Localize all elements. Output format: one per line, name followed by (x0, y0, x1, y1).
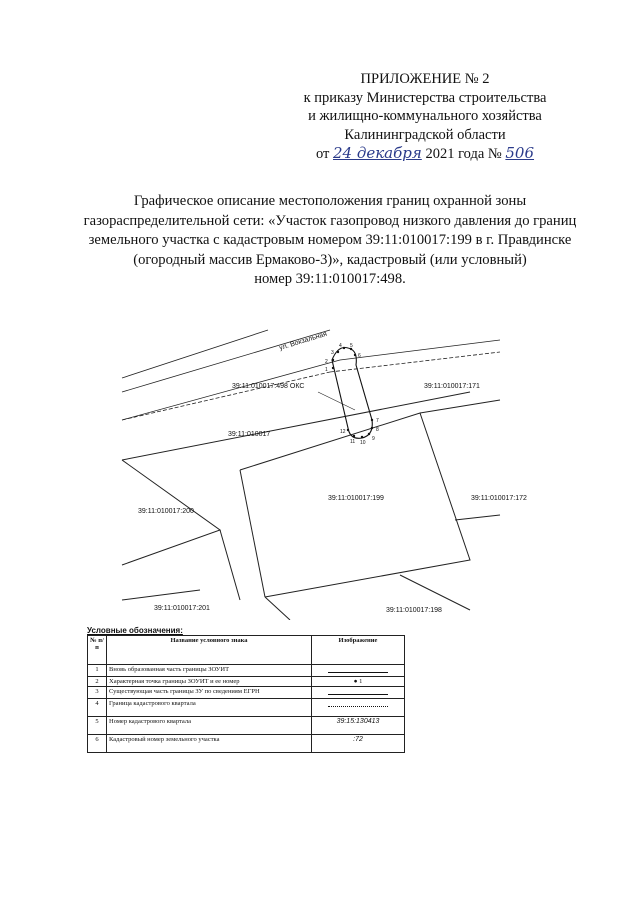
row-num: 4 (88, 699, 107, 717)
zone-point (361, 436, 363, 438)
row-num: 3 (88, 687, 107, 699)
street-lines (122, 330, 500, 420)
row-num: 2 (88, 677, 107, 687)
row-name: Номер кадастрового квартала (107, 717, 312, 735)
table-row (88, 677, 405, 687)
annex-date-line (285, 144, 565, 164)
annex-header (285, 70, 565, 164)
parcel-label-200: 39:11:010017:200 (138, 508, 194, 515)
legend-table (87, 635, 405, 753)
row-image: 39:15:130413 (312, 717, 405, 735)
point-number: 6 (358, 353, 361, 359)
cadastral-map (0, 300, 640, 620)
parcel-label-172: 39:11:010017:172 (471, 495, 527, 502)
solid-line-sample (328, 694, 388, 695)
row-image: :72 (312, 735, 405, 753)
row-image (312, 687, 405, 699)
point-number: 2 (325, 359, 328, 365)
legend-header-image: Изображение (312, 636, 405, 665)
point-number: 1 (325, 367, 328, 373)
row-image (312, 699, 405, 717)
zone-point (368, 433, 370, 435)
row-name: Вновь образованная часть границы ЗОУИТ (107, 665, 312, 677)
zone-point (332, 367, 334, 369)
parcel-label-199: 39:11:010017:199 (328, 495, 384, 502)
street-label: ул. Вокзальная (278, 330, 328, 352)
point-number: 5 (350, 343, 353, 349)
title-line-3: земельного участка с кадастровым номером 39:11:010017:199 в г. Правдинске (88, 232, 572, 248)
solid-line-sample (328, 672, 388, 673)
annex-line-3: и жилищно-коммунального хозяйства (308, 108, 542, 124)
zone-point (337, 351, 339, 353)
annex-from: от (315, 146, 330, 162)
legend-header-row (88, 636, 405, 665)
zone-point (371, 427, 373, 429)
annex-date-handwritten: 24 декабря (332, 144, 422, 162)
row-num: 6 (88, 735, 107, 753)
title-line-1: Графическое описание местоположения границ охранной зоны (133, 193, 527, 209)
row-image (312, 665, 405, 677)
point-number: 12 (340, 429, 346, 435)
legend-header-name: Название условного знака (107, 636, 312, 665)
annex-line-4: Калининградской области (344, 126, 506, 143)
zone-point (354, 354, 356, 356)
title-line-4: (огородный массив Ермаково-3)», кадастровый (или условный) (133, 251, 527, 268)
legend-header-num: № п/ п (88, 636, 107, 665)
point-number: 9 (372, 436, 375, 442)
protection-zone-outline (332, 348, 372, 439)
point-number: 11 (350, 439, 356, 445)
table-row (88, 735, 405, 753)
table-row (88, 687, 405, 699)
zone-point (371, 419, 373, 421)
table-row (88, 699, 405, 717)
annex-line-2: к приказу Министерства строительства (303, 89, 547, 106)
parcel-boundaries (122, 392, 500, 620)
annex-title: ПРИЛОЖЕНИЕ № 2 (360, 71, 490, 87)
point-number: 3 (331, 350, 334, 356)
parcel-label-171: 39:11:010017:171 (424, 383, 480, 390)
row-num: 1 (88, 665, 107, 677)
zone-point (347, 429, 349, 431)
row-name: Кадастровый номер земельного участка (107, 735, 312, 753)
row-name: Характерная точка границы ЗОУИТ и ее номер (107, 677, 312, 687)
point-number: 4 (339, 343, 342, 349)
quarter-label: 39:11:010017 (228, 431, 271, 438)
zone-point (332, 359, 334, 361)
title-line-5: номер 39:11:010017:498. (254, 271, 406, 287)
table-row (88, 717, 405, 735)
oks-label: 39:11:010017:498 ОКС (232, 383, 305, 390)
legend-title: Условные обозначения: (87, 626, 183, 635)
row-num: 5 (88, 717, 107, 735)
document-title (60, 192, 600, 290)
zone-point (353, 435, 355, 437)
parcel-label-201: 39:11:010017:201 (154, 605, 210, 612)
annex-number-handwritten: 506 (505, 144, 535, 162)
parcel-label-198: 39:11:010017:198 (386, 607, 442, 614)
oks-leader-line (318, 392, 355, 410)
point-number: 7 (376, 418, 379, 424)
dotted-line-sample (328, 706, 388, 707)
zone-point (343, 347, 345, 349)
table-row (88, 665, 405, 677)
annex-year: 2021 года № (425, 146, 502, 162)
row-name: Граница кадастрового квартала (107, 699, 312, 717)
title-line-2: газораспределительной сети: «Участок газопровод низкого давления до границ (83, 212, 577, 229)
point-number: 8 (376, 427, 379, 433)
row-image: ● 1 (312, 677, 405, 687)
row-name: Существующая часть границы ЗУ по сведениям ЕГРН (107, 687, 312, 699)
point-number: 10 (360, 440, 366, 446)
